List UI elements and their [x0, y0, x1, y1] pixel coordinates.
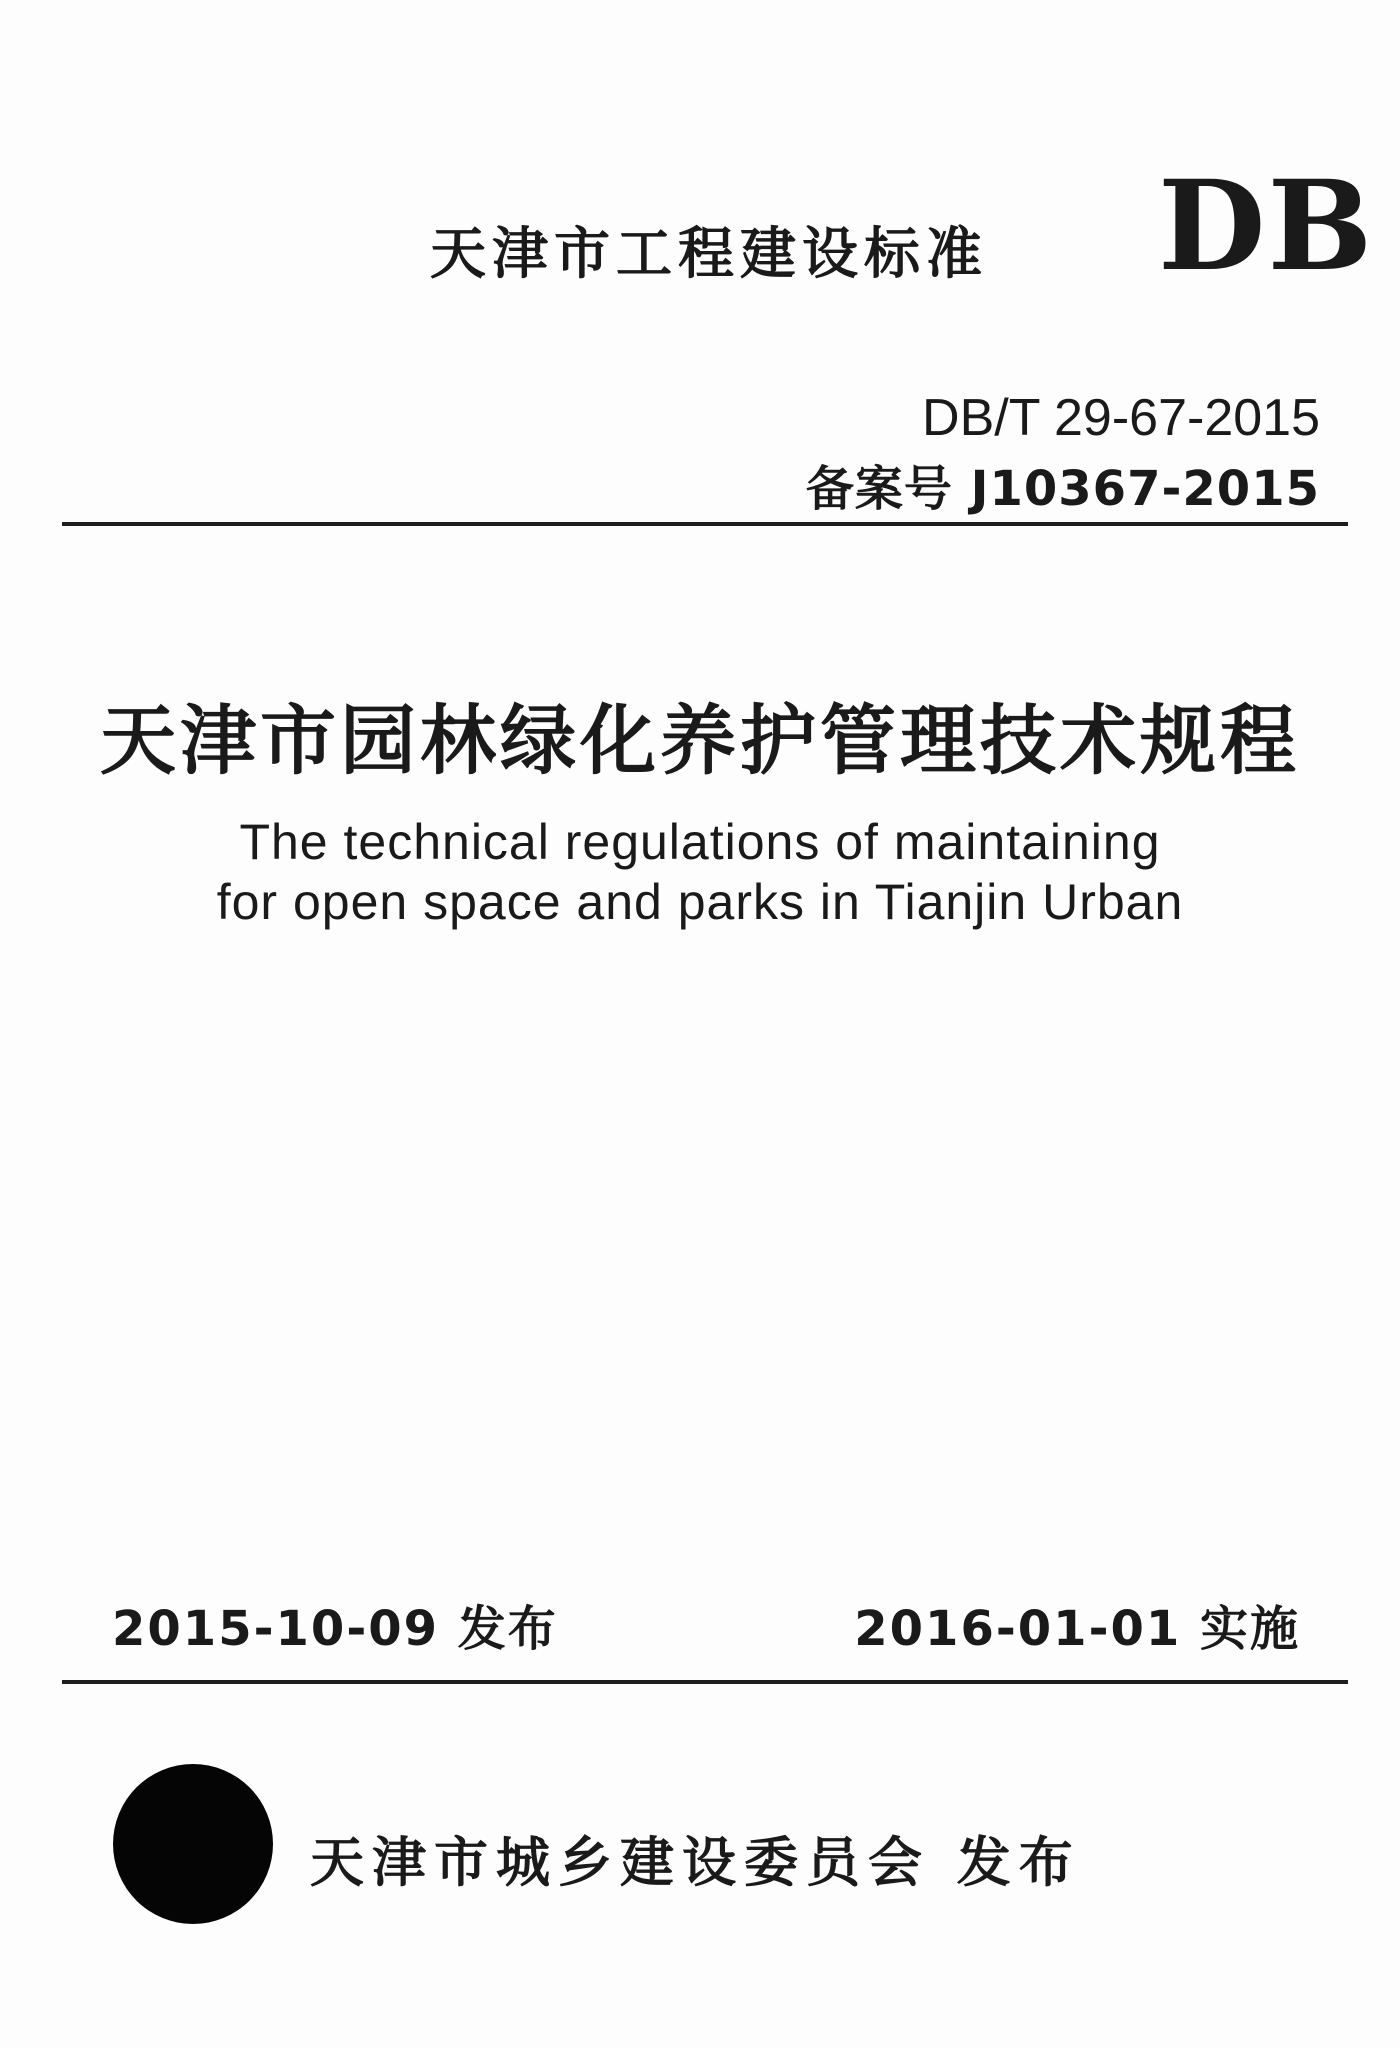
document-title-english [0, 812, 1400, 932]
db-standard-mark: DB [1158, 154, 1375, 299]
document-title-chinese: 天津市园林绿化养护管理技术规程 [100, 696, 1300, 785]
filing-number: 备案号 J10367-2015 [805, 461, 1320, 517]
english-title-line-1: The technical regulations of maintaining [239, 814, 1161, 870]
top-divider [62, 522, 1348, 526]
bottom-divider [62, 1680, 1348, 1684]
issue-date: 2015-10-09 发布 [112, 1601, 558, 1657]
publisher-name: 天津市城乡建设委员会 发布 [310, 1831, 1081, 1894]
standard-code: DB/T 29-67-2015 [922, 389, 1320, 447]
effective-date: 2016-01-01 实施 [854, 1601, 1300, 1657]
standard-series-label: 天津市工程建设标准 [430, 222, 988, 287]
publisher-emblem-dot [113, 1764, 273, 1924]
english-title-line-2: for open space and parks in Tianjin Urban [216, 874, 1184, 930]
